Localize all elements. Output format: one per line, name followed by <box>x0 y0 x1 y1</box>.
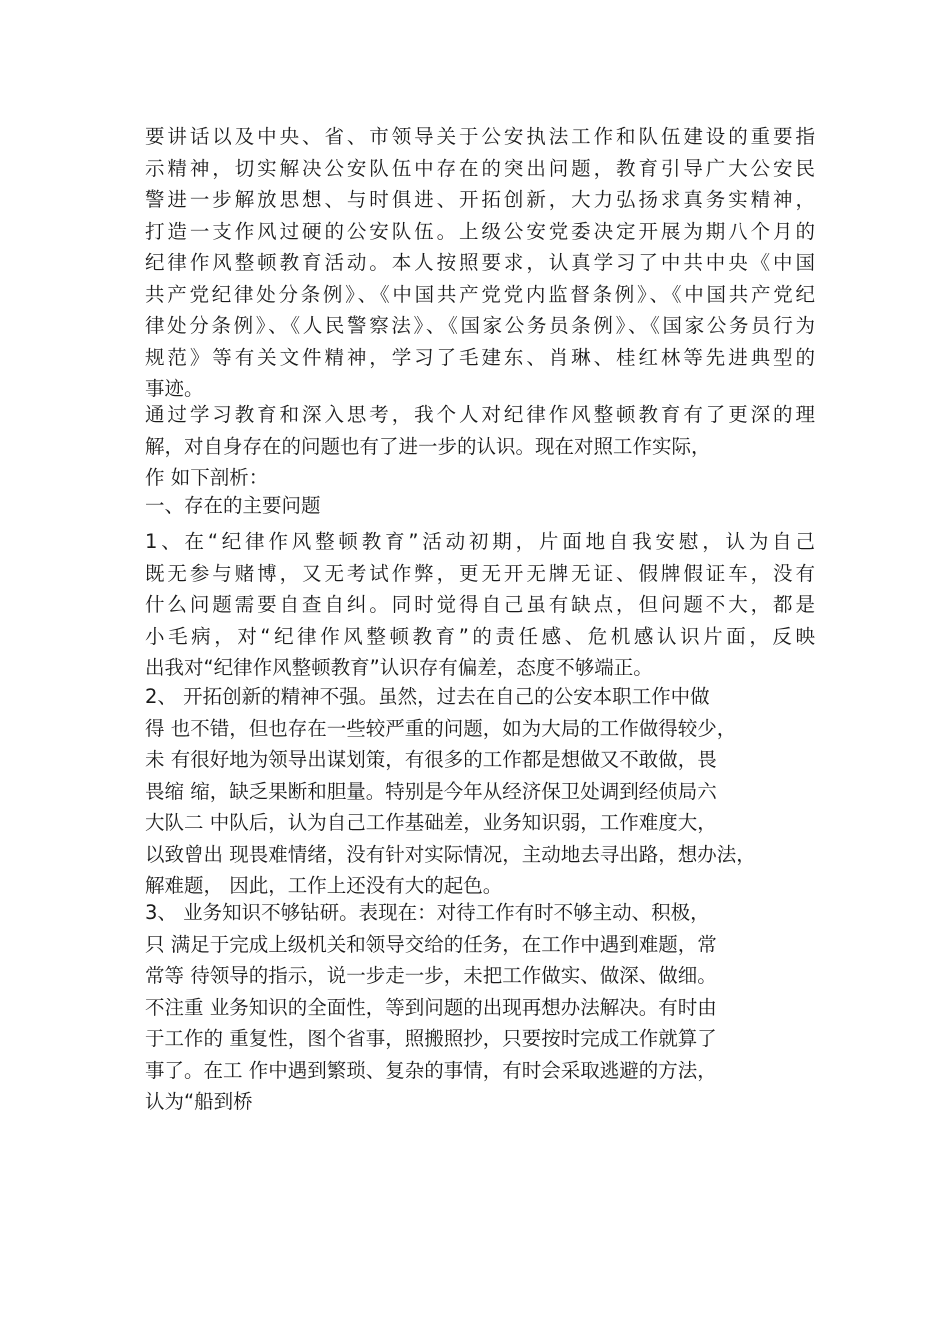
text-line: 3、 业务知识不够钻研。表现在：对待工作有时不够主动、积极， <box>145 901 710 924</box>
text-line: 纪律作风整顿教育活动。本人按照要求，认真学习了中共中央《中国 <box>145 251 815 274</box>
section-heading <box>145 490 815 522</box>
text-line: 解，对自身存在的问题也有了进一步的认识。现在对照工作实际， <box>145 434 711 458</box>
text-line: 共产党纪律处分条例》、《中国共产党党内监督条例》、《中国共产党纪 <box>145 282 815 306</box>
text-line: 事迹。 <box>145 377 204 400</box>
text-line: 不注重 业务知识的全面性，等到问题的出现再想办法解决。有时由 <box>145 995 717 1019</box>
text-line: 打造一支作风过硬的公安队伍。上级公安党委决定开展为期八个月的 <box>145 219 815 243</box>
paragraph-item-1 <box>145 526 815 684</box>
paragraph-item-2 <box>145 681 815 902</box>
text-line: 以致曾出 现畏难情绪，没有针对实际情况，主动地去寻出路，想办法， <box>145 842 756 866</box>
text-line: 要讲话以及中央、省、市领导关于公安执法工作和队伍建设的重要指 <box>145 125 815 148</box>
paragraph-intro <box>145 121 815 405</box>
text-line: 未 有很好地为领导出谋划策，有很多的工作都是想做又不敢做，畏 <box>145 748 717 771</box>
text-line: 律处分条例》、《人民警察法》、《国家公务员条例》、《国家公务员行为 <box>145 314 815 337</box>
text-line: 既无参与赌博，又无考试作弊，更无开无牌无证、假牌假证车，没有 <box>145 561 815 585</box>
text-line: 2、 开拓创新的精神不强。虽然，过去在自己的公安本职工作中做 <box>145 685 710 708</box>
text-line: 规范》等有关文件精神，学习了毛建东、肖琳、桂红林等先进典型的 <box>145 345 815 369</box>
text-line: 通过学习教育和深入思考，我个人对纪律作风整顿教育有了更深的理 <box>145 403 815 426</box>
text-line: 只 满足于完成上级机关和领导交给的任务，在工作中遇到难题，常 <box>145 932 717 956</box>
heading-line: 一、存在的主要问题 <box>145 494 321 517</box>
text-line: 事了。在工 作中遇到繁琐、复杂的事情，有时会采取逃避的方法， <box>145 1058 717 1082</box>
text-line: 1、在“纪律作风整顿教育”活动初期，片面地自我安慰，认为自己 <box>145 530 815 553</box>
text-line: 于工作的 重复性，图个省事，照搬照抄，只要按时完成工作就算了 <box>145 1027 717 1050</box>
text-line: 出我对“纪律作风整顿教育”认识存有偏差，态度不够端正。 <box>145 656 653 679</box>
text-line: 大队二 中队后，认为自己工作基础差，业务知识弱，工作难度大， <box>145 811 717 834</box>
text-line: 小毛病，对“纪律作风整顿教育”的责任感、危机感认识片面，反映 <box>145 624 815 648</box>
text-line: 认为“船到桥 <box>145 1090 253 1113</box>
text-line: 警进一步解放思想、与时俱进、开拓创新，大力弘扬求真务实精神， <box>145 188 815 211</box>
text-line: 什么问题需要自查自纠。同时觉得自己虽有缺点，但问题不大，都是 <box>145 593 815 616</box>
text-line: 畏缩 缩，缺乏果断和胆量。特别是今年从经济保卫处调到经侦局六 <box>145 779 717 803</box>
text-line: 常等 待领导的指示，说一步走一步，未把工作做实、做深、做细。 <box>145 964 717 987</box>
text-line: 得 也不错，但也存在一些较严重的问题，如为大局的工作做得较少， <box>145 716 737 740</box>
text-line: 解难题， 因此，工作上还没有大的起色。 <box>145 874 503 897</box>
paragraph-item-3 <box>145 897 815 1118</box>
text-line: 示精神，切实解决公安队伍中存在的突出问题，教育引导广大公安民 <box>145 156 815 180</box>
text-line: 作 如下剖析： <box>145 466 269 489</box>
paragraph-reflection <box>145 399 815 494</box>
